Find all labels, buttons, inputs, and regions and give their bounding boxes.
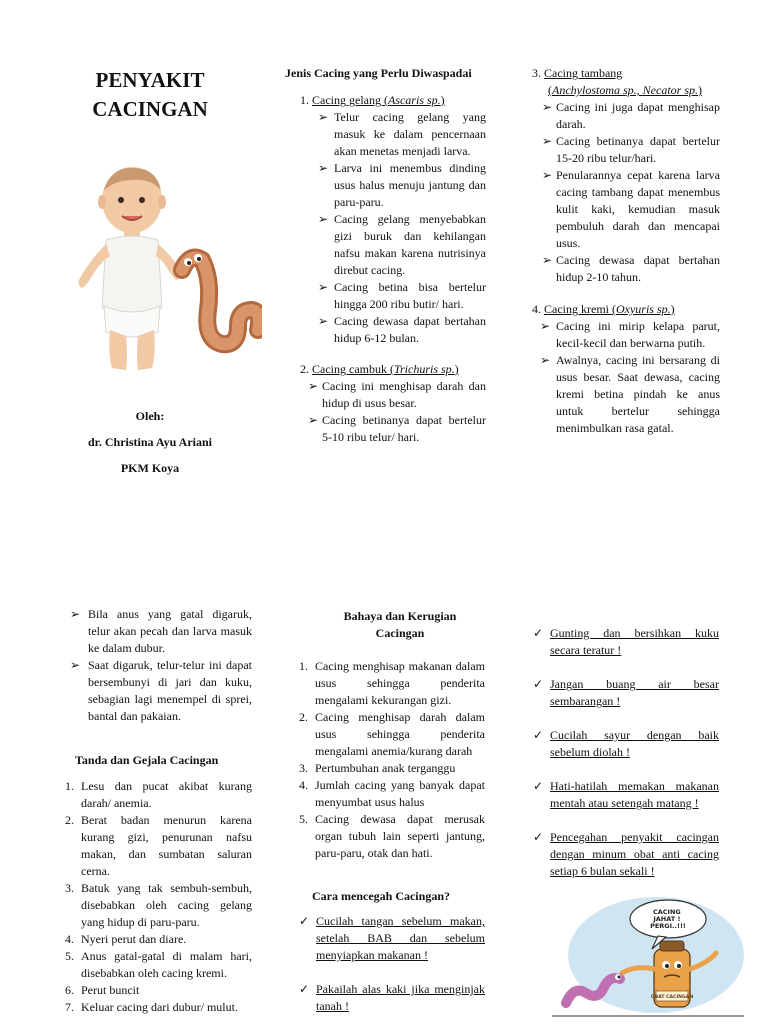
list-item <box>65 812 252 880</box>
list-item-text: Perut buncit <box>81 983 140 997</box>
baby-icon <box>78 167 181 370</box>
worm-scientific-name: Oxyuris sp. <box>615 302 671 316</box>
list-item <box>318 211 486 279</box>
ascaris-facts <box>318 109 486 347</box>
list-item-text: Cacing menghisap makanan dalam usus sehingga penderita mengalami kekurangan gizi. <box>315 659 485 707</box>
list-item <box>542 133 720 167</box>
list-item-text: Anus gatal-gatal di malam hari, disebabkan oleh cacing kremi. <box>81 949 252 980</box>
worm-title-hookworm <box>532 65 720 82</box>
paren-close: ) <box>698 83 702 97</box>
list-item <box>318 109 486 160</box>
worm-name-text: Cacing cambuk ( <box>312 362 394 376</box>
list-item <box>308 378 486 412</box>
title-line-1: PENYAKIT <box>95 68 205 92</box>
check-icon: ✓ <box>299 982 310 996</box>
worm-name-text: Cacing gelang ( <box>312 93 388 107</box>
list-number: 6. <box>65 983 74 997</box>
list-item-text: Cucilah tangan sebelum makan, setelah BAB dan sebelum menyiapkan makanan ! <box>316 914 485 962</box>
list-item-text: Cacing ini menghisap darah dan hidup di usus besar. <box>322 379 486 410</box>
list-item-text: Nyeri perut dan diare. <box>81 932 187 946</box>
prevention-list-part-1 <box>299 913 485 1015</box>
worm-name-close: ) <box>440 93 445 107</box>
list-item <box>70 606 252 657</box>
by-label: Oleh: <box>135 409 165 423</box>
list-number: 1. <box>299 659 308 673</box>
list-number: 4. <box>65 932 74 946</box>
worm-types-heading: Jenis Cacing yang Perlu Diwaspadai <box>285 66 472 80</box>
list-item-text: Cacing betinanya dapat bertelur 5-10 ribu telur/ hari. <box>322 413 486 444</box>
list-number: 3. <box>299 761 308 775</box>
arrow-bullet-icon: ➢ <box>542 134 553 148</box>
paren-open: ( <box>548 83 552 97</box>
dangers-heading-line-1: Bahaya dan Kerugian <box>343 609 457 623</box>
list-item-text: Cacing ini mirip kelapa parut, kecil-kecil dan berwarna putih. <box>556 319 720 350</box>
author-name: dr. Christina Ayu Ariani <box>87 435 213 449</box>
list-item <box>318 160 486 211</box>
dangers-heading <box>300 608 500 642</box>
list-item <box>299 709 485 760</box>
worm-name-oxyuris <box>544 302 675 316</box>
list-item-text: Bila anus yang gatal digaruk, telur akan pecah dan larva masuk ke dalam dubur. <box>88 607 252 655</box>
list-item <box>540 318 720 352</box>
list-item <box>542 252 720 286</box>
list-item <box>542 99 720 133</box>
list-item <box>533 778 719 812</box>
worm-title-ascaris <box>300 92 486 109</box>
worm-number: 2. <box>300 362 309 376</box>
worm-name-trichuris <box>312 362 459 376</box>
check-icon: ✓ <box>533 728 544 742</box>
check-icon: ✓ <box>299 914 310 928</box>
list-item-text: Pencegahan penyakit cacingan dengan minum obat anti cacing setiap 6 bulan sekali ! <box>550 830 719 878</box>
arrow-bullet-icon: ➢ <box>318 161 329 175</box>
worm-scientific-name: Trichuris sp. <box>393 362 455 376</box>
list-item <box>65 999 252 1016</box>
list-item <box>533 676 719 710</box>
arrow-bullet-icon: ➢ <box>318 280 329 294</box>
brochure-title <box>60 66 240 124</box>
arrow-bullet-icon: ➢ <box>70 658 81 672</box>
symptoms-list <box>65 778 252 1016</box>
list-number: 2. <box>299 710 308 724</box>
list-item-text: Pertumbuhan anak terganggu <box>315 761 456 775</box>
list-item-text: Cacing betinanya dapat bertelur 15-20 ribu telur/hari. <box>556 134 720 165</box>
worm-number: 4. <box>532 302 541 316</box>
worm-number: 3. <box>532 66 541 80</box>
list-item <box>65 880 252 931</box>
prevention-list-part-2 <box>533 625 719 880</box>
worm-scientific-name: Anchylostoma sp., Necator sp. <box>552 83 698 97</box>
check-icon: ✓ <box>533 677 544 691</box>
list-item-text: Telur cacing gelang yang masuk ke dalam pencernaan akan menetas menjadi larva. <box>334 110 486 158</box>
list-item <box>308 412 486 446</box>
list-item <box>540 352 720 437</box>
worm-scientific-hookworm <box>532 82 720 99</box>
list-item <box>299 658 485 709</box>
worm-title-oxyuris <box>532 301 720 318</box>
speech-bubble-text: CACING JAHAT ! PERGI..!!! <box>650 908 686 930</box>
list-number: 1. <box>65 779 74 793</box>
arrow-bullet-icon: ➢ <box>318 212 329 226</box>
worm-section-trichuris <box>300 361 486 446</box>
list-item-text: Penularannya cepat karena larva cacing tambang dapat menembus kulit kaki, kemudian masuk pembuluh darah dan mencapai usus. <box>556 168 720 250</box>
list-item-text: Hati-hatilah memakan makanan mentah atau setengah matang ! <box>550 779 719 810</box>
list-item <box>533 625 719 659</box>
arrow-bullet-icon: ➢ <box>308 379 319 393</box>
list-item <box>299 760 485 777</box>
list-item-text: Awalnya, cacing ini bersarang di usus besar. Saat dewasa, cacing kremi betina pindah ke anus untuk bertelur sehingga menimbulkan rasa gatal. <box>556 353 720 435</box>
list-number: 7. <box>65 1000 74 1014</box>
list-item-text: Cacing dewasa dapat bertahan hidup 2-10 tahun. <box>556 253 720 284</box>
list-item-text: Cacing ini juga dapat menghisap darah. <box>556 100 720 131</box>
pinworm-continued <box>70 606 252 725</box>
list-item <box>65 778 252 812</box>
arrow-bullet-icon: ➢ <box>540 353 551 367</box>
list-item-text: Jumlah cacing yang banyak dapat menyumbat usus halus <box>315 778 485 809</box>
list-number: 2. <box>65 813 74 827</box>
worm-scientific-name: Ascaris sp. <box>387 93 441 107</box>
list-item <box>65 982 252 999</box>
arrow-bullet-icon: ➢ <box>542 168 553 182</box>
worm-number: 1. <box>300 93 309 107</box>
list-item <box>65 931 252 948</box>
bottle-label-text: OBAT CACINGAN <box>650 995 694 1000</box>
list-item-text: Cacing dewasa dapat bertahan hidup 6-12 bulan. <box>334 314 486 345</box>
list-number: 3. <box>65 881 74 895</box>
list-number: 5. <box>65 949 74 963</box>
list-item-text: Berat badan menurun karena kurang gizi, penurunan nafsu makan, dan sumbatan saluran cerna. <box>81 813 252 878</box>
list-number: 4. <box>299 778 308 792</box>
arrow-bullet-icon: ➢ <box>542 253 553 267</box>
title-line-2: CACINGAN <box>92 97 208 121</box>
author-block <box>40 408 260 477</box>
list-item-text: Pakailah alas kaki jika menginjak tanah ! <box>316 982 485 1013</box>
oxyuris-facts <box>540 318 720 437</box>
dangers-list <box>299 658 485 862</box>
list-item <box>299 981 485 1015</box>
worm-section-oxyuris <box>532 301 720 437</box>
list-item <box>65 948 252 982</box>
hookworm-facts <box>542 99 720 286</box>
organization: PKM Koya <box>120 461 180 475</box>
list-item <box>299 777 485 811</box>
list-item-text: Cacing betina bisa bertelur hingga 200 ribu butir/ hari. <box>334 280 486 311</box>
prevention-heading: Cara mencegah Cacingan? <box>312 889 450 903</box>
worm-name-ascaris <box>312 93 445 107</box>
list-item <box>542 167 720 252</box>
list-item-text: Cacing gelang menyebabkan gizi buruk dan kehilangan nafsu makan karena nutrisinya direbut cacing. <box>334 212 486 277</box>
worm-name-close: ) <box>454 362 459 376</box>
arrow-bullet-icon: ➢ <box>318 110 329 124</box>
check-icon: ✓ <box>533 830 544 844</box>
check-icon: ✓ <box>533 779 544 793</box>
list-item <box>318 279 486 313</box>
arrow-bullet-icon: ➢ <box>308 413 319 427</box>
list-item-text: Batuk yang tak sembuh-sembuh, disebabkan oleh cacing gelang yang hidup di paru-paru. <box>81 881 252 929</box>
worm-section-ascaris <box>300 92 486 347</box>
worm-section-hookworm <box>532 65 720 286</box>
arrow-bullet-icon: ➢ <box>542 100 553 114</box>
list-item-text: Keluar cacing dari dubur/ mulut. <box>81 1000 238 1014</box>
check-icon: ✓ <box>533 626 544 640</box>
worm-name-hookworm: Cacing tambang <box>544 66 623 80</box>
list-item <box>299 913 485 964</box>
worm-title-trichuris <box>300 361 486 378</box>
worm-icon <box>182 254 259 344</box>
list-item <box>533 727 719 761</box>
list-item-text: Lesu dan pucat akibat kurang darah/ anemia. <box>81 779 252 810</box>
list-item-text: Larva ini menembus dinding usus halus menuju jantung dan paru-paru. <box>334 161 486 209</box>
list-item-text: Gunting dan bersihkan kuku secara teratur ! <box>550 626 719 657</box>
list-item <box>533 829 719 880</box>
list-item-text: Cacing menghisap darah dalam usus sehingga penderita mengalami anemia/kurang darah <box>315 710 485 758</box>
worm-name-text: Cacing kremi ( <box>544 302 616 316</box>
arrow-bullet-icon: ➢ <box>318 314 329 328</box>
list-item <box>299 811 485 862</box>
arrow-bullet-icon: ➢ <box>70 607 81 621</box>
arrow-bullet-icon: ➢ <box>540 319 551 333</box>
list-item <box>318 313 486 347</box>
symptoms-heading: Tanda dan Gejala Cacingan <box>75 753 219 767</box>
list-item-text: Cucilah sayur dengan baik sebelum diolah ! <box>550 728 719 759</box>
list-item-text: Saat digaruk, telur-telur ini dapat bersembunyi di jari dan kuku, sebagian lagi menempel di sprei, bantal dan pakaian. <box>88 658 252 723</box>
list-item-text: Cacing dewasa dapat merusak organ tubuh lain seperti jantung, paru-paru, otak dan hati. <box>315 812 485 860</box>
list-number: 5. <box>299 812 308 826</box>
worm-name-close: ) <box>670 302 675 316</box>
dangers-heading-line-2: Cacingan <box>375 626 425 640</box>
baby-and-worm-illustration <box>62 160 262 378</box>
deworming-cartoon-illustration <box>546 893 746 1018</box>
list-item <box>70 657 252 725</box>
list-item-text: Jangan buang air besar sembarangan ! <box>550 677 719 708</box>
trichuris-facts <box>308 378 486 446</box>
